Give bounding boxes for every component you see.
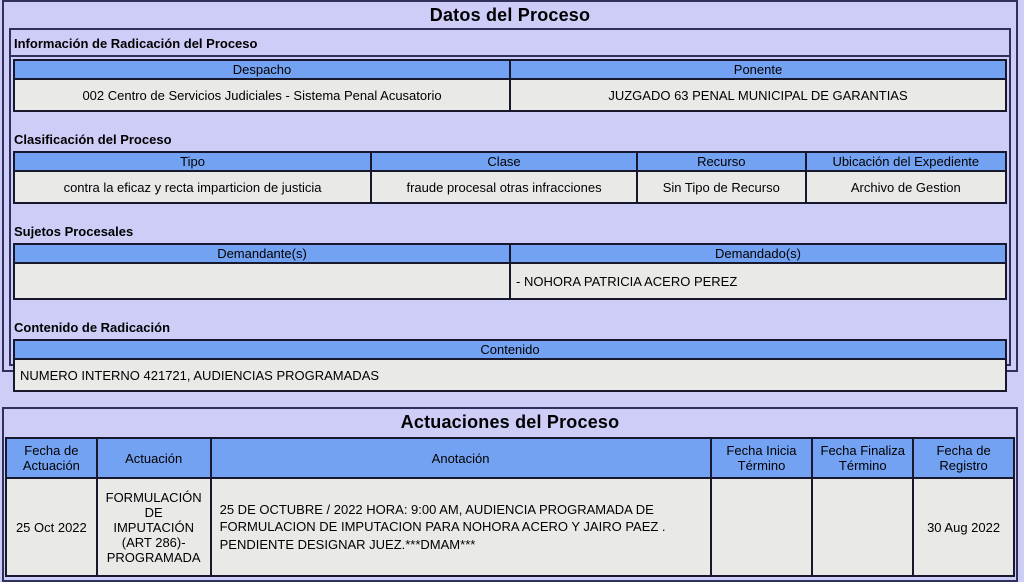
datos-del-proceso-panel [2, 0, 1018, 383]
fecha-registro-value: 30 Aug 2022 [913, 478, 1014, 576]
contenido-header: Contenido [14, 340, 1006, 359]
actuacion-value: FORMULACIÓN DE IMPUTACIÓN (ART 286)- PROGRAMADA [97, 478, 211, 576]
clasificacion-header-ubicacion: Ubicación del Expediente [806, 152, 1006, 171]
sujetos-header-demandante: Demandante(s) [14, 244, 510, 263]
clasificacion-row [14, 171, 1006, 203]
anotacion-value: 25 DE OCTUBRE / 2022 HORA: 9:00 AM, AUDIENCIA PROGRAMADA DE FORMULACION DE IMPUTACION PARA NOHORA ACERO Y JAIRO PAEZ . PENDIENTE DESIGNAR JUEZ.***DMAM*** [211, 478, 711, 576]
act-header-anotacion: Anotación [211, 438, 711, 478]
clasificacion-section-label: Clasificación del Proceso [14, 132, 172, 147]
panel-gap [0, 372, 1024, 407]
actuaciones-del-proceso-panel [2, 407, 1018, 582]
actuacion-row [6, 478, 1014, 576]
act-header-actuacion: Actuación [97, 438, 211, 478]
ponente-value: JUZGADO 63 PENAL MUNICIPAL DE GARANTIAS [510, 79, 1006, 111]
demandado-value: - NOHORA PATRICIA ACERO PEREZ [510, 263, 1006, 299]
actuaciones-title: Actuaciones del Proceso [400, 412, 620, 432]
clasificacion-header-tipo: Tipo [14, 152, 371, 171]
contenido-value: NUMERO INTERNO 421721, AUDIENCIAS PROGRAMADAS [14, 359, 1006, 391]
radicacion-table [13, 59, 1007, 112]
act-header-fecha-inicia: Fecha Inicia Término [711, 438, 813, 478]
radicacion-header-despacho: Despacho [14, 60, 510, 79]
contenido-section-label: Contenido de Radicación [14, 320, 171, 335]
datos-title: Datos del Proceso [429, 5, 591, 25]
radicacion-section-label: Información de Radicación del Proceso [11, 34, 1009, 57]
clasificacion-header-recurso: Recurso [637, 152, 806, 171]
ubicacion-value: Archivo de Gestion [806, 171, 1006, 203]
sujetos-table [13, 243, 1007, 300]
datos-inner-panel [9, 28, 1011, 383]
clasificacion-table [13, 151, 1007, 204]
fecha-actuacion-value: 25 Oct 2022 [6, 478, 97, 576]
actuaciones-table [5, 437, 1015, 577]
sujetos-header-demandado: Demandado(s) [510, 244, 1006, 263]
radicacion-header-ponente: Ponente [510, 60, 1006, 79]
sujetos-row [14, 263, 1006, 299]
recurso-value: Sin Tipo de Recurso [637, 171, 806, 203]
fecha-inicia-termino-value [711, 478, 813, 576]
clasificacion-header-clase: Clase [371, 152, 637, 171]
clase-value: fraude procesal otras infracciones [371, 171, 637, 203]
demandante-value [14, 263, 510, 299]
act-header-fecha-registro: Fecha de Registro [913, 438, 1014, 478]
act-header-fecha-finaliza: Fecha Finaliza Término [812, 438, 913, 478]
radicacion-row [14, 79, 1006, 111]
sujetos-section-label: Sujetos Procesales [14, 224, 134, 239]
fecha-finaliza-termino-value [812, 478, 913, 576]
despacho-value: 002 Centro de Servicios Judiciales - Sistema Penal Acusatorio [14, 79, 510, 111]
tipo-value: contra la eficaz y recta imparticion de justicia [14, 171, 371, 203]
act-header-fecha-actuacion: Fecha de Actuación [6, 438, 97, 478]
